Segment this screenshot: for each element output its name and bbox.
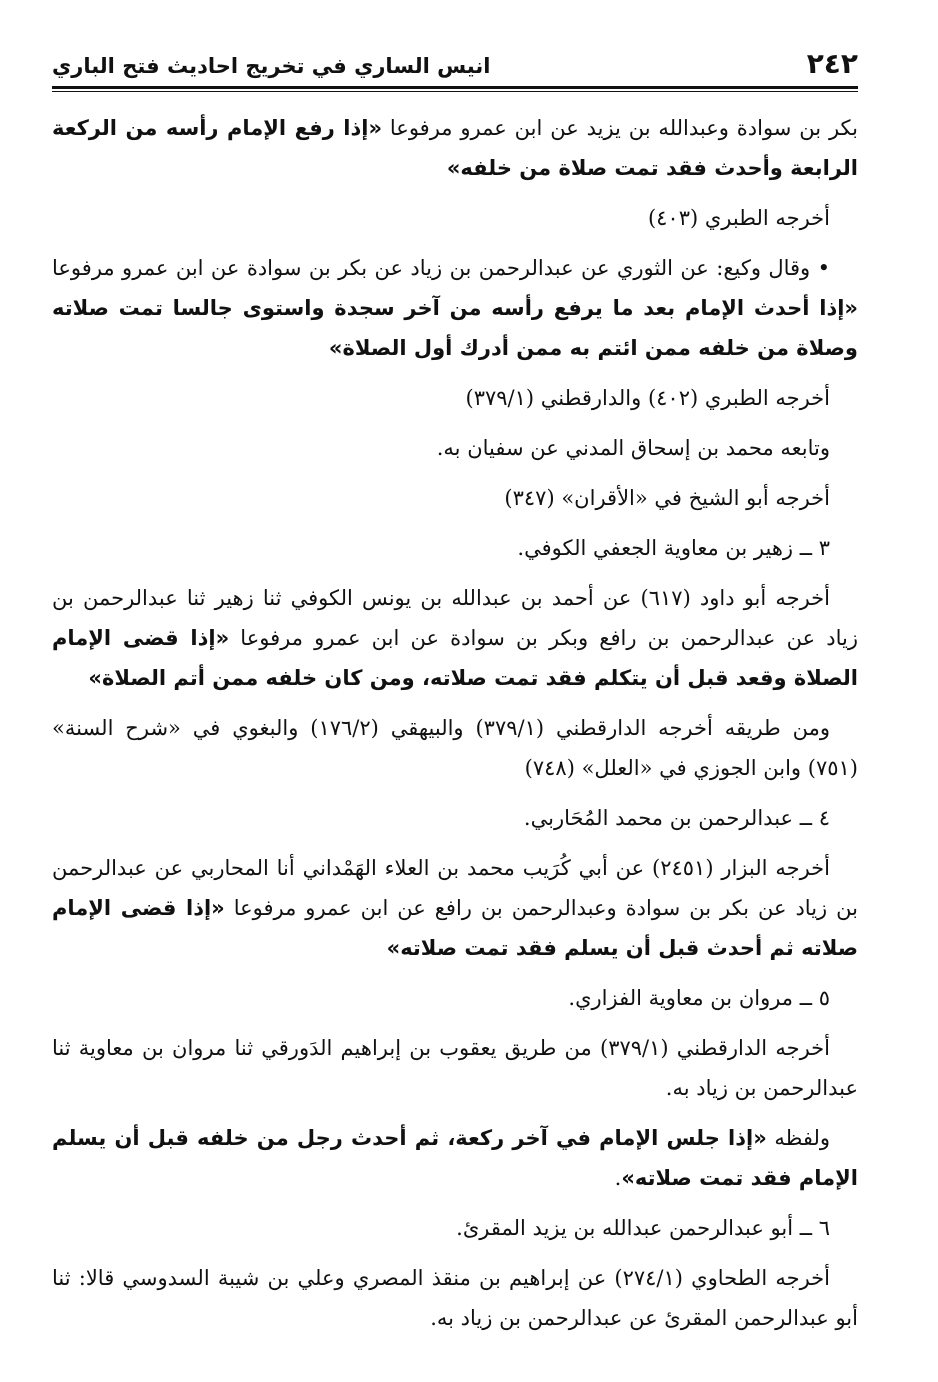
paragraph: أخرجه الطبري (٤٠٣) — [647, 206, 830, 230]
section-heading: ٦ ــ أبو عبدالرحمن عبدالله بن يزيد المقرئ. — [456, 1216, 830, 1240]
paragraph: أخرجه الدارقطني (٣٧٩/١) من طريق يعقوب بن إبراهيم الدَورقي ثنا مروان بن معاوية ثنا عبدالرحمن بن زياد به. — [52, 1036, 858, 1100]
paragraph: • وقال وكيع: عن الثوري عن عبدالرحمن بن زياد عن بكر بن سوادة عن ابن عمرو مرفوعا «إذا أحدث الإمام بعد ما يرفع رأسه من آخر سجدة واستوى جالسا تمت صلاته وصلاة من خلفه ممن ائتم به ممن أدرك أول الصلاة» — [52, 256, 858, 360]
paragraph: أخرجه الطبري (٤٠٢) والدارقطني (٣٧٩/١) — [465, 386, 830, 410]
paragraph: ومن طريقه أخرجه الدارقطني (٣٧٩/١) والبيهقي (١٧٦/٢) والبغوي في «شرح السنة» (٧٥١) وابن الجوزي في «العلل» (٧٤٨) — [52, 716, 858, 780]
section-heading: ٤ ــ عبدالرحمن بن محمد المُحَاربي. — [523, 806, 830, 830]
page-header — [52, 44, 858, 84]
paragraph: ولفظه «إذا جلس الإمام في آخر ركعة، ثم أحدث رجل من خلفه قبل أن يسلم الإمام فقد تمت صلاته». — [52, 1126, 858, 1190]
header-rule — [52, 86, 858, 92]
section-heading: ٥ ــ مروان بن معاوية الفزاري. — [568, 986, 830, 1010]
paragraph: بكر بن سوادة وعبدالله بن يزيد عن ابن عمرو مرفوعا «إذا رفع الإمام رأسه من الركعة الرابعة وأحدث فقد تمت صلاة من خلفه» — [52, 116, 858, 180]
page-body — [52, 108, 858, 1348]
paragraph: أخرجه أبو داود (٦١٧) عن أحمد بن عبدالله بن يونس الكوفي ثنا زهير ثنا عبدالرحمن بن زياد عن عبدالرحمن بن رافع وبكر بن سوادة عن ابن عمرو مرفوعا «إذا قضى الإمام الصلاة وقعد قبل أن يتكلم فقد تمت صلاته، ومن كان خلفه ممن أتم الصلاة» — [52, 586, 858, 690]
paragraph: أخرجه البزار (٢٤٥١) عن أبي كُرَيب محمد بن العلاء الهَمْداني أنا المحاربي عن عبدالرحمن بن زياد عن بكر بن سوادة وعبدالرحمن بن رافع عن ابن عمرو مرفوعا «إذا قضى الإمام صلاته ثم أحدث قبل أن يسلم فقد تمت صلاته» — [52, 856, 858, 960]
document-page — [52, 0, 858, 1382]
paragraph: أخرجه الطحاوي (٢٧٤/١) عن إبراهيم بن منقذ المصري وعلي بن شيبة السدوسي قالا: ثنا أبو عبدالرحمن المقرئ عن عبدالرحمن بن زياد به. — [52, 1266, 858, 1330]
paragraph: وتابعه محمد بن إسحاق المدني عن سفيان به. — [436, 436, 830, 460]
section-heading: ٣ ــ زهير بن معاوية الجعفي الكوفي. — [517, 536, 830, 560]
running-title: انيس الساري في تخريج احاديث فتح الباري — [52, 54, 491, 78]
paragraph: أخرجه أبو الشيخ في «الأقران» (٣٤٧) — [504, 486, 830, 510]
page-number: ٢٤٢ — [806, 47, 858, 80]
